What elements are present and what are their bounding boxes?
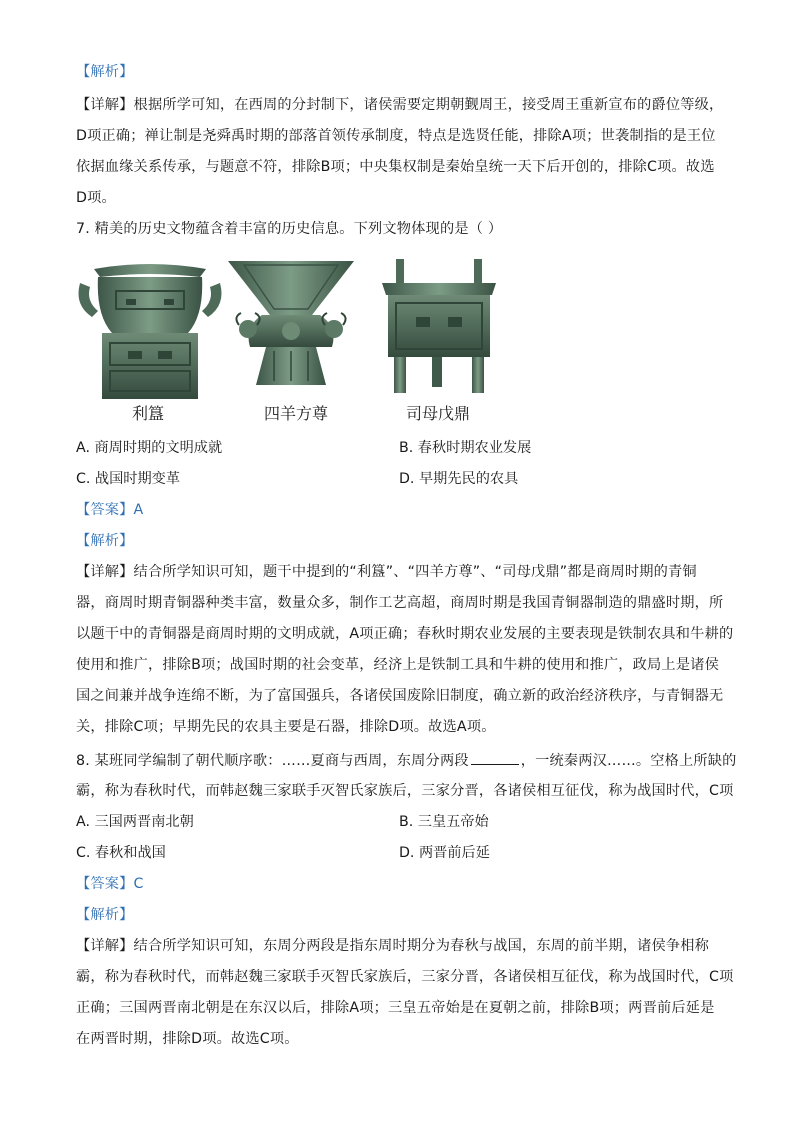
q6-detail-line-3: 依据血缘关系传承，与题意不符，排除B项；中央集权制是秦始皇统一天下后开创的，排除C项。故选 xyxy=(76,159,715,175)
q8-detail-line-2: 霸，称为春秋时代，而韩赵魏三家联手灭智氏家族后，三家分晋，各诸侯相互征伐，称为战国时代，C项 xyxy=(76,969,734,985)
q6-detail-line-2: D项正确；禅让制是尧舜禹时期的部落首领传承制度，特点是选贤任能，排除A项；世袭制指的是王位 xyxy=(76,128,716,144)
analysis-tag-q6: 【解析】 xyxy=(76,64,134,80)
q7-detail-line-4: 使用和推广，排除B项；战国时期的社会变革，经济上是铁制工具和牛耕的使用和推广，政局上是诸侯 xyxy=(76,657,719,673)
question-8-stem-line-1 xyxy=(76,750,737,771)
q8-option-b: B. 三皇五帝始 xyxy=(399,814,489,830)
q7-detail-line-5: 国之间兼并战争连绵不断，为了富国强兵，各诸侯国废除旧制度，确立新的政治经济秩序，与青铜器无 xyxy=(76,688,724,704)
caption-four-ram-zun: 四羊方尊 xyxy=(264,404,329,423)
question-8-stem-line-2: 霸，称为春秋时代，而韩赵魏三家联手灭智氏家族后，三家分晋，各诸侯相互征伐，称为战国时代，C项 xyxy=(76,783,734,799)
q7-detail-line-3: 以题干中的青铜器是商周时期的文明成就，A项正确；春秋时期农业发展的主要表现是铁制农具和牛耕的 xyxy=(76,626,734,642)
q8-option-a: A. 三国两晋南北朝 xyxy=(76,814,194,830)
q8-stem-part-2: ，一统秦两汉……。空格上所缺的 xyxy=(520,753,737,769)
q7-option-c: C. 战国时期变革 xyxy=(76,471,181,487)
q7-option-d: D. 早期先民的农具 xyxy=(399,471,519,487)
q7-detail-line-6: 关，排除C项；早期先民的农具主要是石器，排除D项。故选A项。 xyxy=(76,719,496,735)
q8-option-c: C. 春秋和战国 xyxy=(76,845,166,861)
analysis-tag-q8: 【解析】 xyxy=(76,907,134,923)
q8-option-d: D. 两晋前后延 xyxy=(399,845,490,861)
four-ram-zun-artifact xyxy=(228,261,354,385)
q8-detail-line-4: 在两晋时期，排除D项。故选C项。 xyxy=(76,1031,299,1047)
q7-detail-line-1: 【详解】结合所学知识可知，题干中提到的“利簋”、“四羊方尊”、“司母戊鼎”都是商周时期的青铜 xyxy=(76,564,697,580)
caption-simuwu-ding: 司母戊鼎 xyxy=(406,404,471,423)
question-7-stem: 7. 精美的历史文物蕴含着丰富的历史信息。下列文物体现的是（ ） xyxy=(76,221,503,237)
q7-option-a: A. 商周时期的文明成就 xyxy=(76,440,223,456)
q7-detail-line-2: 器，商周时期青铜器种类丰富，数量众多，制作工艺高超，商周时期是我国青铜器制造的鼎盛时期，所 xyxy=(76,595,724,611)
q8-detail-line-3: 正确；三国两晋南北朝是在东汉以后，排除A项；三皇五帝始是在夏朝之前，排除B项；两晋前后延是 xyxy=(76,1000,715,1016)
q8-detail-line-1: 【详解】结合所学知识可知，东周分两段是指东周时期分为春秋与战国，东周的前半期，诸侯争相称 xyxy=(76,938,710,954)
q8-stem-part-1: 8. 某班同学编制了朝代顺序歌：……夏商与西周，东周分两段 xyxy=(76,753,469,769)
bronze-artifacts-illustration xyxy=(76,255,496,425)
q6-detail-line-4: D项。 xyxy=(76,190,116,206)
q6-detail-line-1: 【详解】根据所学可知，在西周的分封制下，诸侯需要定期朝觐周王，接受周王重新宣布的爵位等级， xyxy=(76,97,724,113)
bronze-artifacts-figure xyxy=(76,255,496,425)
caption-li-gui: 利簋 xyxy=(132,404,165,423)
simuwu-ding-artifact xyxy=(382,259,496,393)
q7-option-b: B. 春秋时期农业发展 xyxy=(399,440,532,456)
analysis-tag-q7: 【解析】 xyxy=(76,533,134,549)
q7-answer: 【答案】A xyxy=(76,502,144,518)
q8-blank xyxy=(471,750,519,765)
q8-answer: 【答案】C xyxy=(76,876,144,892)
li-gui-artifact xyxy=(79,264,222,399)
